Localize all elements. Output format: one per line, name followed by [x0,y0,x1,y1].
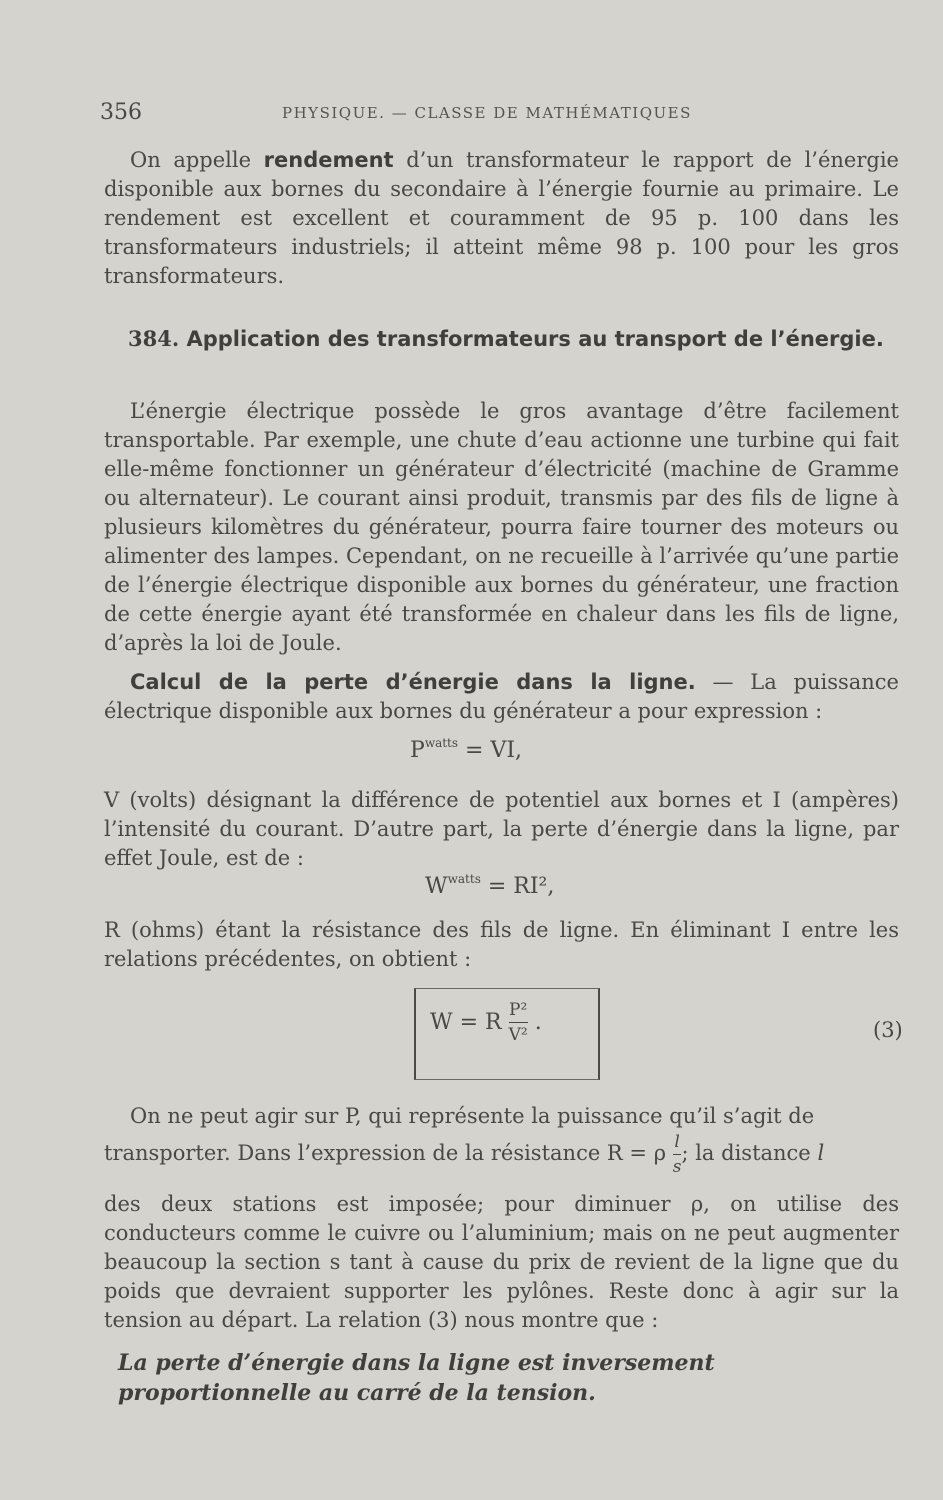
eq1-lhs: P [410,738,425,763]
eq1-sup: watts [424,736,459,750]
boxed-denominator: V² [508,1025,528,1045]
transport-line2-before: transporter. Dans l’expression de la résistance R = ρ [104,1141,667,1165]
running-head: PHYSIQUE. — CLASSE DE MATHÉMATIQUES [282,104,692,122]
transport-line2-var: l [817,1141,825,1165]
transport-line1: On ne peut agir sur P, qui représente la puissance qu’il s’agit de [130,1104,815,1128]
intro-paragraph [104,146,899,291]
transport-paragraph: des deux stations est imposée; pour diminuer ρ, on utilise des conducteurs comme le cuivre ou l’aluminium; mais on ne peut augmenter beaucoup la section s tant à cause du prix de revient de la ligne que du poids que devraient supporter les pylônes. Reste donc à agir sur la tension au départ. La relation (3) nous montre que : [104,1192,899,1332]
page-number: 356 [100,100,142,125]
transport-line2 [104,1132,899,1177]
intro-term: rendement [263,148,394,172]
loss-paragraph [104,668,899,726]
fraction-numerator: l [674,1132,680,1152]
boxed-equation [430,1000,542,1045]
conclusion: La perte d’énergie dans la ligne est inversement proportionnelle au carré de la tension. [118,1350,715,1406]
eq2-lhs: W [425,874,448,899]
boxed-fraction [509,1000,528,1045]
section-number: 384. [128,326,180,351]
equation-power [410,736,522,763]
eq2-rhs: = RI², [487,874,555,899]
eq2-sup: watts [447,872,481,886]
section-title: Application des transformateurs au transport de l’énergie. [186,327,884,351]
definition-paragraph: V (volts) désignant la différence de potentiel aux bornes et I (ampères) l’intensité du courant. D’autre part, la perte d’énergie dans la ligne, par effet Joule, est de : [104,788,899,870]
eq1-rhs: = VI, [465,738,523,763]
equation-joule [425,872,554,899]
transport-line2-after: ; la distance [681,1141,811,1165]
resistance-paragraph: R (ohms) étant la résistance des fils de ligne. En éliminant I entre les relations précédentes, on obtient : [104,918,899,971]
intro-after: d’un transformateur le rapport de l’énergie disponible aux bornes du secondaire à l’énergie fournie au primaire. Le rendement est excellent et couramment de 95 p. 100 dans les transformateurs industriels; il atteint même 98 p. 100 pour les gros transformateurs. [104,148,899,288]
section-paragraph: L’énergie électrique possède le gros avantage d’être facilement transportable. Par exemple, une chute d’eau actionne une turbine qui fait elle-même fonctionner un générateur d’électricité (machine de Gramme ou alternateur). Le courant ainsi produit, transmis par des fils de ligne à plusieurs kilomètres du générateur, pourra faire tourner des moteurs ou alimenter des lampes. Cependant, on ne recueille à l’arrivée qu’une partie de l’énergie électrique disponible aux bornes du générateur, une fraction de cette énergie ayant été transformée en chaleur dans les fils de ligne, d’après la loi de Joule. [104,399,899,655]
fraction-denominator: s [672,1157,682,1177]
loss-heading: Calcul de la perte d’énergie dans la ligne. [130,670,696,694]
loss-text: — La puissance électrique disponible aux bornes du générateur a pour expression : [104,670,899,723]
equation-label: (3) [873,1018,903,1042]
boxed-lhs: W = R [430,1010,502,1035]
section-heading [128,324,896,354]
boxed-numerator: P² [509,1000,528,1020]
intro-before: On appelle [130,148,264,172]
boxed-dot: . [534,1010,542,1035]
